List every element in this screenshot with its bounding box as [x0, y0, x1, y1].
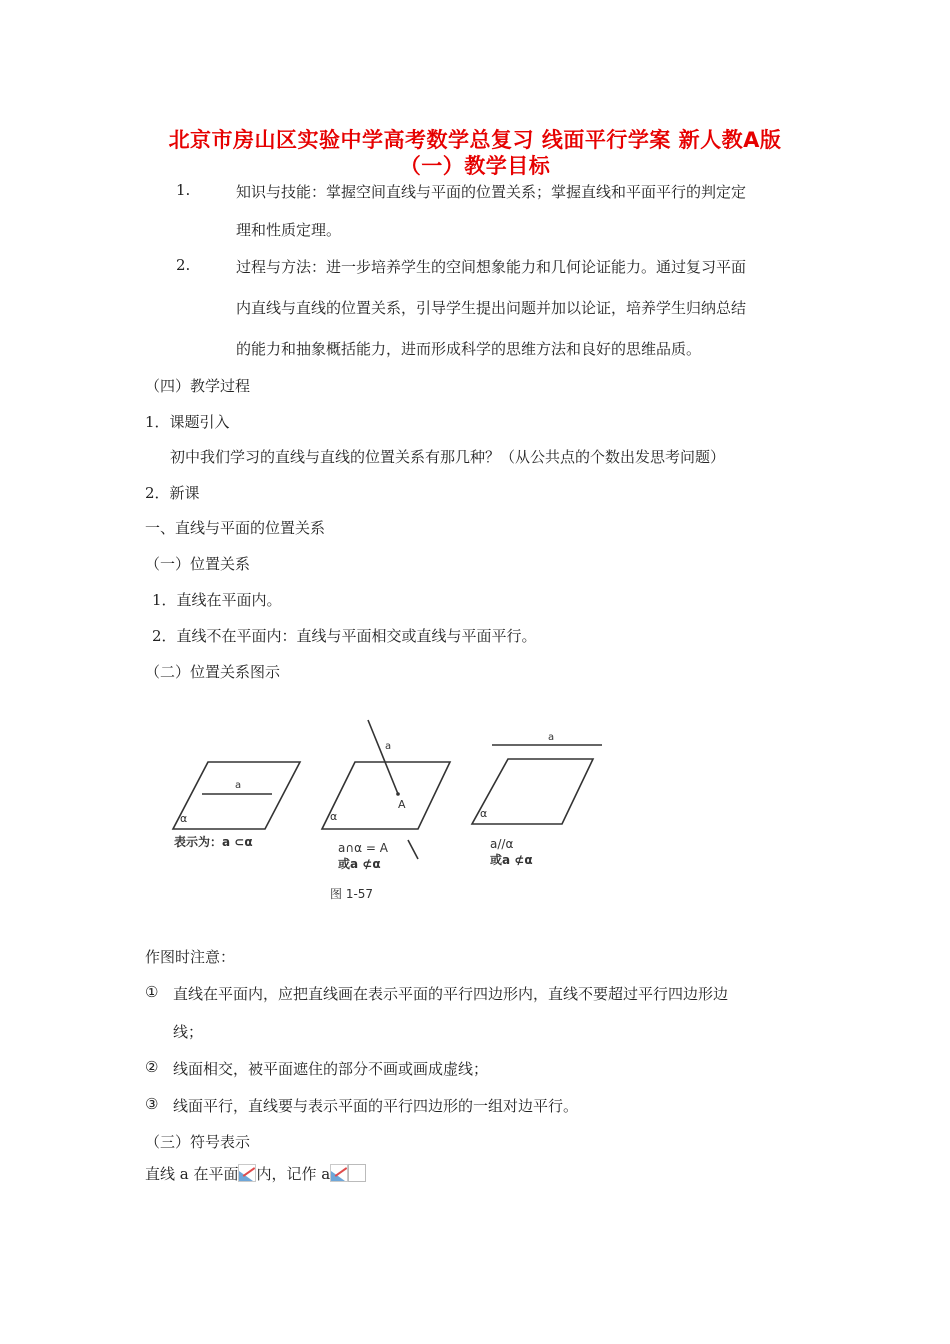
empty-image-box: [348, 1164, 366, 1182]
caption-contained: 表示为：a ⊂α: [174, 835, 253, 849]
caption-intersect-alt: 或a ⊄α: [338, 857, 381, 871]
label-alpha-2: α: [330, 810, 338, 823]
relation-1: 1．直线在平面内。: [152, 591, 282, 609]
subsection-diagram: （二）位置关系图示: [145, 663, 281, 681]
intro-heading: 1．课题引入: [145, 413, 230, 431]
section-teaching-process: （四）教学过程: [145, 377, 251, 395]
label-alpha-1: α: [180, 812, 188, 825]
broken-image-icon: [330, 1164, 348, 1182]
line-a-below-plane: [408, 840, 418, 859]
caption-parallel: a//α: [490, 837, 514, 851]
note-marker-2: ②: [145, 1058, 159, 1076]
objective-2-line-1: 过程与方法：进一步培养学生的空间想象能力和几何论证能力。通过复习平面: [236, 258, 747, 276]
objective-1-line-1: 知识与技能：掌握空间直线与平面的位置关系；掌握直线和平面平行的判定定: [236, 183, 747, 201]
objective-2-line-3: 的能力和抽象概括能力，进而形成科学的思维方法和良好的思维品质。: [236, 340, 702, 358]
note-marker-3: ③: [145, 1095, 159, 1113]
caption-parallel-alt: 或a ⊄α: [490, 853, 533, 867]
page-title: 北京市房山区实验中学高考数学总复习 线面平行学案 新人教A版: [168, 128, 782, 152]
caption-intersect: a∩α = A: [338, 841, 388, 855]
new-lesson-heading: 2．新课: [145, 484, 200, 502]
label-a-3: a: [548, 732, 555, 743]
plane-parallelogram-2: [322, 762, 450, 829]
plane-parallelogram-3: [472, 759, 593, 824]
part-one-heading: 一、直线与平面的位置关系: [145, 519, 326, 537]
section-heading-objectives: （一）教学目标: [399, 154, 551, 178]
figure-label: 图 1-57: [330, 887, 374, 901]
notes-heading: 作图时注意：: [145, 948, 236, 966]
label-a-1: a: [235, 780, 242, 791]
notation-text-a: 直线 a 在平面: [145, 1165, 239, 1183]
subsection-notation: （三）符号表示: [145, 1133, 251, 1151]
objective-1-line-2: 理和性质定理。: [236, 221, 342, 239]
broken-image-icon: [238, 1164, 256, 1182]
note-1-line-2: 线；: [173, 1023, 204, 1041]
note-3-text: 线面平行，直线要与表示平面的平行四边形的一组对边平行。: [173, 1097, 579, 1115]
note-1-line-1: 直线在平面内，应把直线画在表示平面的平行四边形内，直线不要超过平行四边形边: [173, 985, 729, 1003]
label-a-2: a: [385, 741, 392, 752]
line-a-above-plane: [368, 720, 398, 794]
intersection-point: [396, 792, 400, 796]
plane-parallelogram-1: [173, 762, 300, 829]
objective-number-2: 2.: [176, 256, 191, 274]
intro-question: 初中我们学习的直线与直线的位置关系有那几种？（从公共点的个数出发思考问题）: [170, 448, 726, 466]
notation-sentence: [145, 1163, 366, 1184]
objective-2-line-2: 内直线与直线的位置关系，引导学生提出问题并加以论证，培养学生归纳总结: [236, 299, 747, 317]
note-2-text: 线面相交，被平面遮住的部分不画或画成虚线；: [173, 1060, 489, 1078]
notation-text-b: 内，记作 a: [256, 1165, 331, 1183]
subsection-positions: （一）位置关系: [145, 555, 251, 573]
relation-2: 2．直线不在平面内：直线与平面相交或直线与平面平行。: [152, 627, 537, 645]
note-marker-1: ①: [145, 983, 159, 1001]
label-point-A: A: [398, 798, 406, 811]
label-alpha-3: α: [480, 807, 488, 820]
objective-number-1: 1.: [176, 181, 191, 199]
position-relation-figure: [160, 712, 620, 907]
